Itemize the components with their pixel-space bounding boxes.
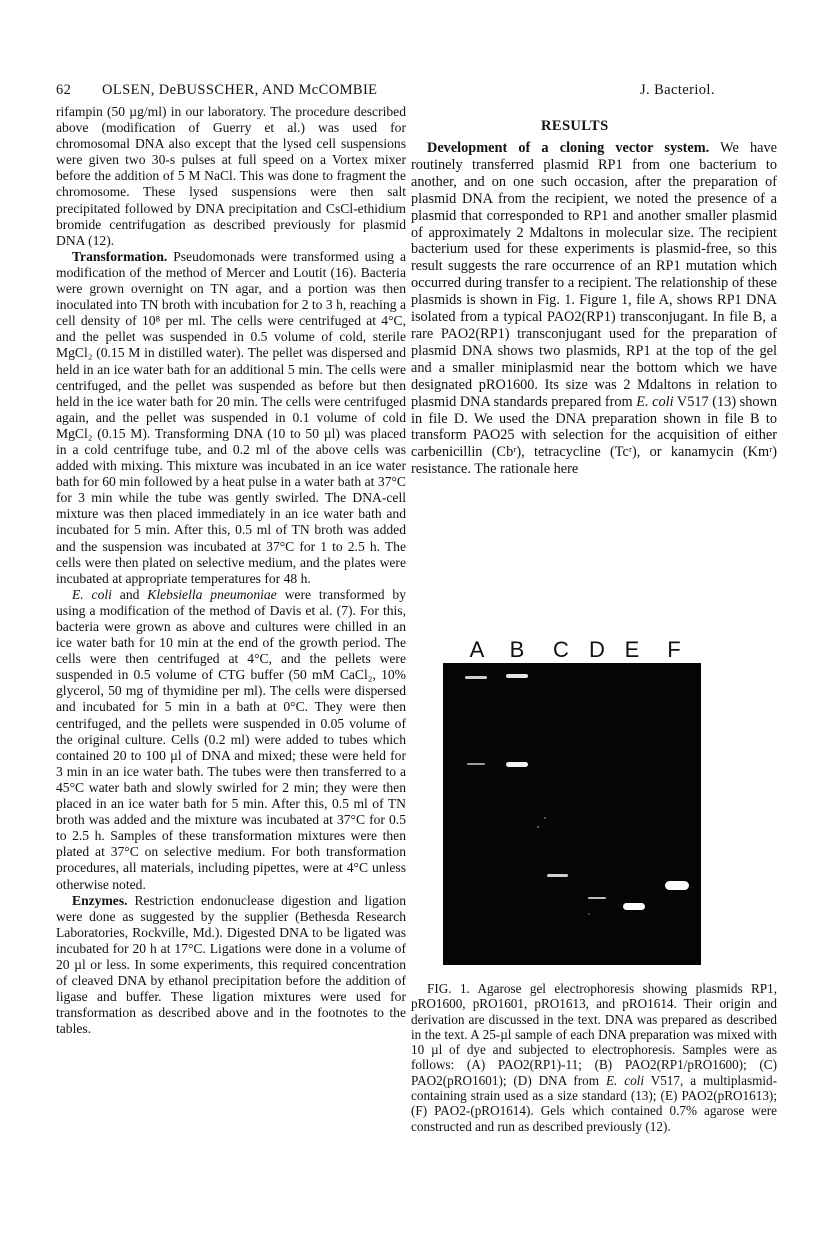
gel-band (623, 903, 645, 910)
lane-label-d: D (589, 637, 605, 662)
gel-band (665, 881, 689, 890)
paragraph-cloning-vector: Development of a cloning vector system. We have routinely transferred plasmid RP1 from one bacterium to another, and on one such occasion, after the preparation of plasmid DNA from the recipient, we noted the presence of a plasmid that corresponded to RP1 and another smaller plasmid of approximately 2 Mdaltons in molecular size. The recipient bacterium used for these experiments is plasmid-free, so this result suggests the rare occurrence of an RP1 mutation which occurred during transfer to a recipient. The relationship of these plasmids is shown in Fig. 1. Figure 1, file A, shows RP1 DNA isolated from a typical PAO2(RP1) transconjugant. In file B, a rare PAO2(RP1) transconjugant used for the preparation of plasmid DNA shows two plasmids, RP1 at the top of the gel and a smaller miniplasmid near the bottom which we have designated pRO1600. Its size was 2 Mdaltons in relation to plasmid DNA standards prepared from E. coli V517 (13) shown in file D. We used the DNA preparation shown in file B to transform PAO25 with selection for the acquisition of either carbenicillin (Cbʳ), tetracycline (Tcʳ), or kanamycin (Kmʳ) resistance. The rationale here (411, 140, 778, 478)
heading-enzymes: Enzymes. (72, 892, 128, 908)
gel-electrophoresis-image (443, 635, 701, 965)
figure-caption: FIG. 1. Agarose gel electrophoresis showing plasmids RP1, pRO1600, pRO1601, pRO1613, and pRO1614. Their origin and derivation are discussed in the text. DNA was prepared as described in the text. A 25-µl sample of each DNA preparation was mixed with 10 µl of dye and subjected to electrophoresis. Samples were as follows: (A) PAO2(RP1)-11; (B) PAO2(RP1/pRO1600); (C) PAO2(pRO1601); (D) DNA from E. coli V517, a multiplasmid-containing strain used as a size standard (13); (E) PAO2(pRO1613); (F) PAO2-(pRO1614). Gels which contained 0.7% agarose were constructed and run as described previously (12). (411, 981, 777, 1134)
paragraph-rifampin: rifampin (50 µg/ml) in our laboratory. The procedure described above (modification of Guerry et al.) was used for chromosomal DNA also except that the lysed cell suspensions were given two 30-s pulses at full speed on a Vortex mixer before the addition of 5 M NaCl. This was done to fragment the chromosome. These lysed suspensions were then salt precipitated followed by DNA precipitation and CsCl-ethidium bromide centrifugation as described previously for plasmid DNA (12). (56, 104, 406, 248)
right-column (411, 140, 777, 478)
gel-band (506, 674, 528, 678)
lane-label-c: C (553, 637, 569, 662)
journal-name: J. Bacteriol. (640, 82, 715, 98)
heading-transformation: Transformation. (72, 248, 168, 264)
lane-label-b: B (509, 637, 525, 662)
lane-label-e: E (624, 637, 640, 662)
section-title: RESULTS (541, 118, 609, 134)
page-number: 62 (56, 82, 72, 98)
gel-band (467, 763, 485, 765)
running-authors: OLSEN, DeBUSSCHER, AND McCOMBIE (102, 82, 378, 98)
paragraph-transformation: Transformation. Pseudomonads were transformed using a modification of the method of Mercer and Loutit (16). Bacteria were grown overnight on TN agar, and a portion was then inoculated into TN broth with incubation for 2 to 3 h, reaching a cell density of 10⁸ per ml. The cells were centrifuged at 4°C, and the pellet was suspended in 0.5 volume of cold, sterile MgCl₂ (0.15 M in distilled water). The pellet was dispersed and held in an ice water bath for an additional 5 min. The cells were centrifuged, and the pellet was suspended as before but then held in the ice water bath for 20 min. The cells were centrifuged again, and the pellet was suspended in 0.1 volume of cold MgCl₂ (0.15 M). Transforming DNA (10 to 50 µl) was placed in a cold centrifuge tube, and 0.2 ml of the above cells was added with mixing. This mixture was incubated in an ice water bath for 60 min followed by a heat pulse in a water bath at 37°C for 3 min while the tube was gently swirled. The DNA-cell mixture was then placed immediately in an ice water bath and incubated for 5 min. After this, 0.5 ml of TN broth was added and the suspension was incubated at 37°C for 1 to 2.5 h. The cells were then plated on selective medium, and the plates were incubated at appropriate temperatures for 48 h. (56, 248, 406, 586)
lane-label-f: F (667, 637, 681, 662)
left-column (56, 104, 406, 1037)
gel-band (506, 762, 528, 767)
gel-band (547, 874, 568, 877)
heading-cloning-vector: Development of a cloning vector system. (427, 140, 710, 156)
lane-label-a: A (469, 637, 485, 662)
paragraph-ecoli-transformation: E. coli and Klebsiella pneumoniae were transformed by using a modification of the method of Davis et al. (7). For this, bacteria were grown as above and cultures were chilled in an ice water bath for 10 min at the end of the growth period. The cells were then centrifuged at 4°C, and the pellets were suspended in 0.5 volume of CTG buffer (50 mM CaCl₂, 10% glycerol, 50 mg of thymidine per ml). The cells were dispersed and incubated for 5 min in a bath at 0°C. They were then centrifuged, and the pellets were suspended in 0.05 volume of the original culture. Cells (0.2 ml) were added to tubes which contained 20 to 100 µl of DNA and mixed; these were held for 3 min in an ice water bath. The tubes were then transferred to a 45°C water bath and slowly swirled for 2 min; they were then placed in an ice water bath for 5 min. After this, 0.5 ml of TN broth was added and the mixture was incubated at 37°C for 0.5 to 2.5 h. Samples of these transformation mixtures were then plated at 37°C on selective medium. For both transformation procedures, all materials, including pipettes, were at 4°C unless otherwise noted. (56, 586, 406, 892)
gel-band (465, 676, 487, 679)
gel-band (588, 897, 606, 899)
paragraph-enzymes: Enzymes. Restriction endonuclease digestion and ligation were done as suggested by the supplier (Bethesda Research Laboratories, Rockville, Md.). Digested DNA to be ligated was incubated for 20 h at 17°C. Ligations were done in a volume of 20 µl or less. In some experiments, this required concentration of cleaved DNA by ethanol precipitation before the addition of ligase and buffer. These ligation mixtures were used for transformation as described above and in the footnotes to the tables. (56, 892, 406, 1037)
